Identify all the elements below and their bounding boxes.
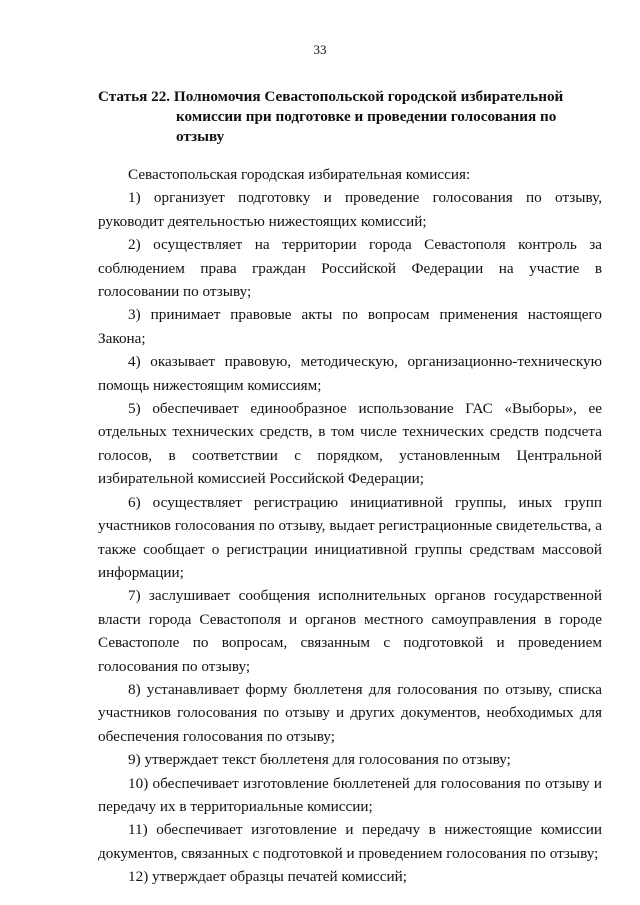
list-item-7: 7) заслушивает сообщения исполнительных органов государственной власти города Севастополя и органов местного самоуправления в городе Севастополе по вопросам, связанным с подготовкой и проведением голосования по отзыву; xyxy=(98,587,602,675)
article-title-line-1: Статья 22. Полномочия Севастопольской городской избирательной xyxy=(98,88,564,105)
list-item-1: 1) организует подготовку и проведение голосования по отзыву, руководит деятельностью нижестоящих комиссий; xyxy=(98,189,602,230)
list-item-3: 3) принимает правовые акты по вопросам применения настоящего Закона; xyxy=(98,306,602,347)
list-item-9: 9) утверждает текст бюллетеня для голосования по отзыву; xyxy=(128,751,511,769)
article-intro: Севастопольская городская избирательная комиссия: xyxy=(128,166,471,183)
article-body xyxy=(98,87,602,889)
list-item-8: 8) устанавливает форму бюллетеня для голосования по отзыву, списка участников голосования по отзыву и других документов, необходимых для обеспечения голосования по отзыву; xyxy=(98,680,602,745)
list-item-12: 12) утверждает образцы печатей комиссий; xyxy=(128,868,407,886)
list-item-2: 2) осуществляет на территории города Севастополя контроль за соблюдением права граждан Российской Федерации на участие в голосовании по отзыву; xyxy=(98,236,602,301)
list-item-4: 4) оказывает правовую, методическую, организационно-техническую помощь нижестоящим комиссиям; xyxy=(98,353,602,394)
article-title xyxy=(98,87,602,147)
page-number: 33 xyxy=(313,42,327,57)
list-item-11: 11) обеспечивает изготовление и передачу в нижестоящие комиссии документов, связанных с подготовкой и проведением голосования по отзыву; xyxy=(98,821,602,862)
article-title-line-2: комиссии при подготовке и проведении голосования по отзыву xyxy=(176,108,557,145)
list-item-6: 6) осуществляет регистрацию инициативной группы, иных групп участников голосования по отзыву, выдает регистрационные свидетельства, а также сообщает о регистрации инициативной группы средствам массовой информации; xyxy=(98,493,602,581)
list-item-10: 10) обеспечивает изготовление бюллетеней для голосования по отзыву и передачу их в территориальные комиссии; xyxy=(98,774,602,815)
list-item-5: 5) обеспечивает единообразное использование ГАС «Выборы», ее отдельных технических средств, в том числе технических средств подсчета голосов, в соответствии с порядком, установленным Центральной избирательной комиссией Российской Федерации; xyxy=(98,400,602,488)
